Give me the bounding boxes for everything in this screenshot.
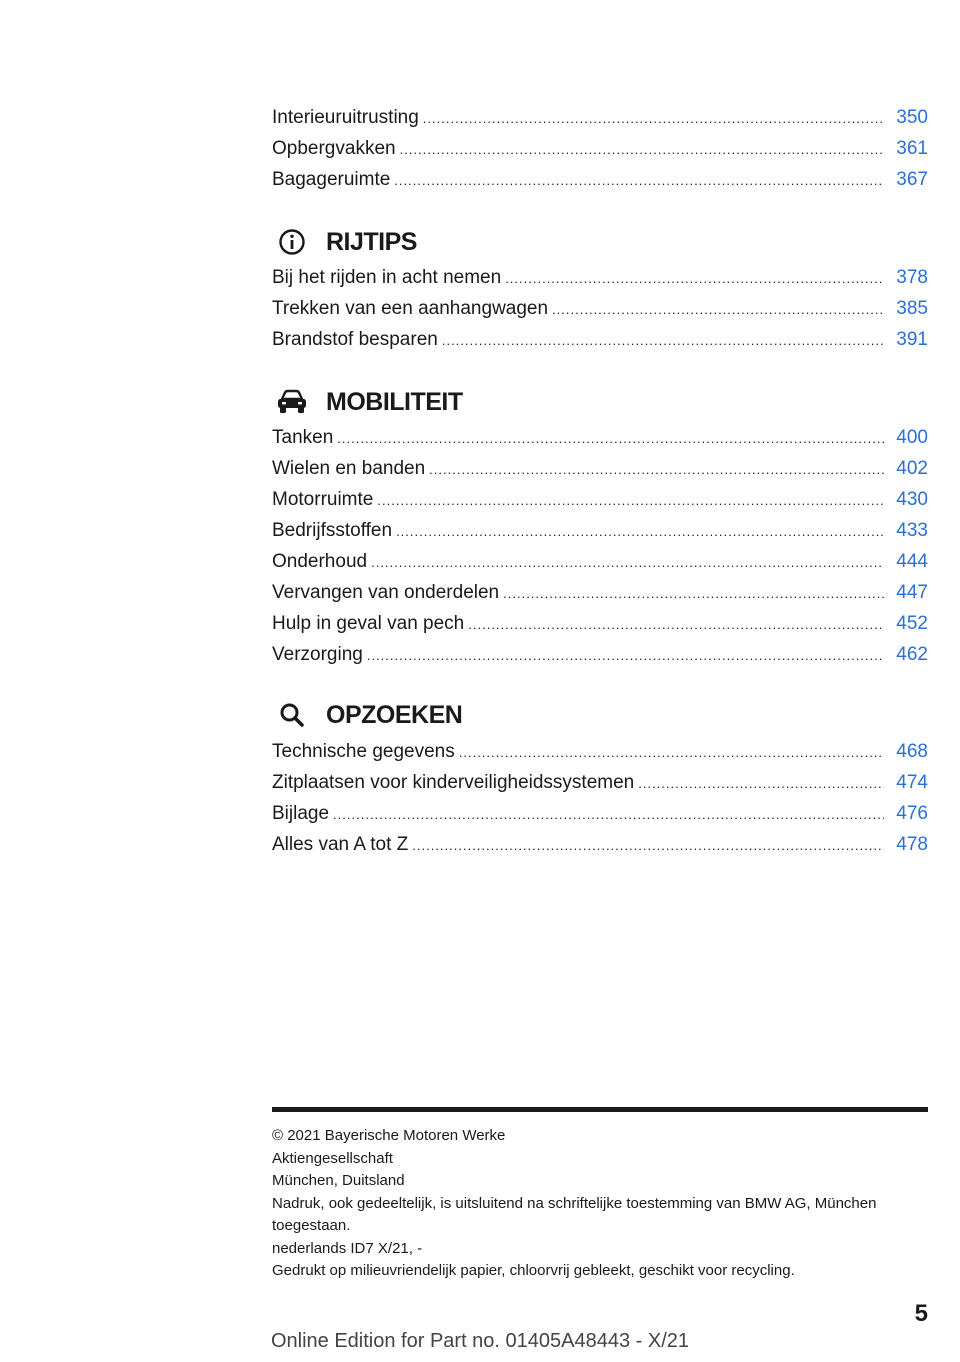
dot-leader <box>423 103 884 134</box>
toc-entry[interactable] <box>272 829 928 860</box>
toc-entry[interactable] <box>272 515 928 546</box>
toc-entry-page-link[interactable]: 350 <box>896 107 928 128</box>
toc-entry-label: Hulp in geval van pech <box>272 613 465 634</box>
toc-top-list <box>272 102 928 195</box>
dot-leader <box>412 830 884 861</box>
toc-entry[interactable] <box>272 736 928 767</box>
dot-leader <box>396 516 884 547</box>
toc-entry-page-link[interactable]: 361 <box>896 138 928 159</box>
toc-entry-label: Onderhoud <box>272 551 368 572</box>
toc-entry-page-link[interactable]: 468 <box>896 741 928 762</box>
dot-leader <box>503 578 884 609</box>
dot-leader <box>377 485 884 516</box>
imprint-divider <box>272 1107 928 1112</box>
toc-entry-page-link[interactable]: 474 <box>896 772 928 793</box>
toc-entry[interactable] <box>272 293 928 324</box>
toc-entry[interactable] <box>272 453 928 484</box>
toc-entry[interactable] <box>272 102 928 133</box>
imprint-edition: nederlands ID7 X/21, - <box>272 1239 423 1257</box>
toc-entry-label: Bagageruimte <box>272 169 391 190</box>
imprint-company: Aktiengesellschaft <box>272 1149 393 1167</box>
toc-entry-label: Wielen en banden <box>272 458 426 479</box>
toc-entry-label: Bedrijfsstoffen <box>272 520 393 541</box>
toc-entry-page-link[interactable]: 391 <box>896 329 928 350</box>
toc-entry-label: Alles van A tot Z <box>272 834 409 855</box>
toc-entry-page-link[interactable]: 367 <box>896 169 928 190</box>
toc-entry[interactable] <box>272 324 928 355</box>
search-icon <box>272 699 312 731</box>
toc-entry-label: Motorruimte <box>272 489 374 510</box>
toc-entry-label: Zitplaatsen voor kinderveiligheidssystemen <box>272 772 635 793</box>
dot-leader <box>400 134 884 165</box>
section-heading-mobiliteit <box>272 382 463 422</box>
toc-entry[interactable] <box>272 608 928 639</box>
dot-leader <box>371 547 884 578</box>
toc-entry[interactable] <box>272 262 928 293</box>
toc-entry-page-link[interactable]: 402 <box>896 458 928 479</box>
dot-leader <box>429 454 884 485</box>
section-heading-opzoeken <box>272 695 462 735</box>
info-icon <box>272 226 312 258</box>
imprint-location: München, Duitsland <box>272 1172 405 1189</box>
toc-entry-page-link[interactable]: 385 <box>896 298 928 319</box>
toc-section-list <box>272 422 928 670</box>
imprint-paper-notice: Gedrukt op milieuvriendelijk papier, chloorvrij gebleekt, geschikt voor recycling. <box>272 1262 795 1279</box>
dot-leader <box>442 325 884 356</box>
toc-entry-page-link[interactable]: 447 <box>896 582 928 603</box>
imprint-reprint-notice: Nadruk, ook gedeeltelijk, is uitsluitend na schriftelijke toestemming van BMW AG, München toegestaan. <box>272 1194 877 1234</box>
dot-leader <box>468 609 884 640</box>
toc-entry-label: Trekken van een aanhangwagen <box>272 298 549 319</box>
dot-leader <box>505 263 884 294</box>
dot-leader <box>337 423 884 454</box>
toc-entry-label: Technische gegevens <box>272 741 455 762</box>
toc-entry-label: Interieuruitrusting <box>272 107 419 128</box>
toc-entry-label: Vervangen van onderdelen <box>272 582 500 603</box>
toc-entry-label: Bij het rijden in acht nemen <box>272 267 502 288</box>
toc-entry[interactable] <box>272 133 928 164</box>
toc-entry-label: Tanken <box>272 427 334 448</box>
toc-entry-page-link[interactable]: 378 <box>896 267 928 288</box>
toc-entry[interactable] <box>272 577 928 608</box>
section-title: RIJTIPS <box>326 227 417 256</box>
toc-entry-label: Bijlage <box>272 803 330 824</box>
toc-section-list <box>272 736 928 860</box>
dot-leader <box>638 768 884 799</box>
imprint <box>272 1125 928 1283</box>
toc-entry[interactable] <box>272 422 928 453</box>
toc-entry-label: Opbergvakken <box>272 138 396 159</box>
toc-entry[interactable] <box>272 546 928 577</box>
toc-entry-label: Brandstof besparen <box>272 329 438 350</box>
dot-leader <box>367 640 884 671</box>
section-title: OPZOEKEN <box>326 700 463 729</box>
dot-leader <box>394 165 884 196</box>
toc-section-list <box>272 262 928 355</box>
toc-entry-page-link[interactable]: 452 <box>896 613 928 634</box>
toc-entry-page-link[interactable]: 476 <box>896 803 928 824</box>
toc-entry-page-link[interactable]: 430 <box>896 489 928 510</box>
page-number: 5 <box>914 1300 928 1327</box>
section-title: MOBILITEIT <box>326 387 463 416</box>
online-edition-footer: Online Edition for Part no. 01405A48443 - X/21 <box>270 1330 690 1352</box>
toc-entry[interactable] <box>272 164 928 195</box>
toc-entry-page-link[interactable]: 462 <box>896 644 928 665</box>
imprint-copyright: © 2021 Bayerische Motoren Werke <box>272 1127 506 1144</box>
toc-entry[interactable] <box>272 639 928 670</box>
dot-leader <box>333 799 884 830</box>
dot-leader <box>459 737 884 768</box>
toc-entry-page-link[interactable]: 444 <box>896 551 928 572</box>
section-heading-rijtips <box>272 222 417 262</box>
toc-entry-page-link[interactable]: 433 <box>896 520 928 541</box>
toc-entry-label: Verzorging <box>272 644 363 665</box>
car-icon <box>272 386 312 418</box>
toc-entry[interactable] <box>272 798 928 829</box>
toc-entry-page-link[interactable]: 400 <box>896 427 928 448</box>
toc-entry[interactable] <box>272 767 928 798</box>
toc-entry[interactable] <box>272 484 928 515</box>
toc-entry-page-link[interactable]: 478 <box>896 834 928 855</box>
dot-leader <box>552 294 884 325</box>
